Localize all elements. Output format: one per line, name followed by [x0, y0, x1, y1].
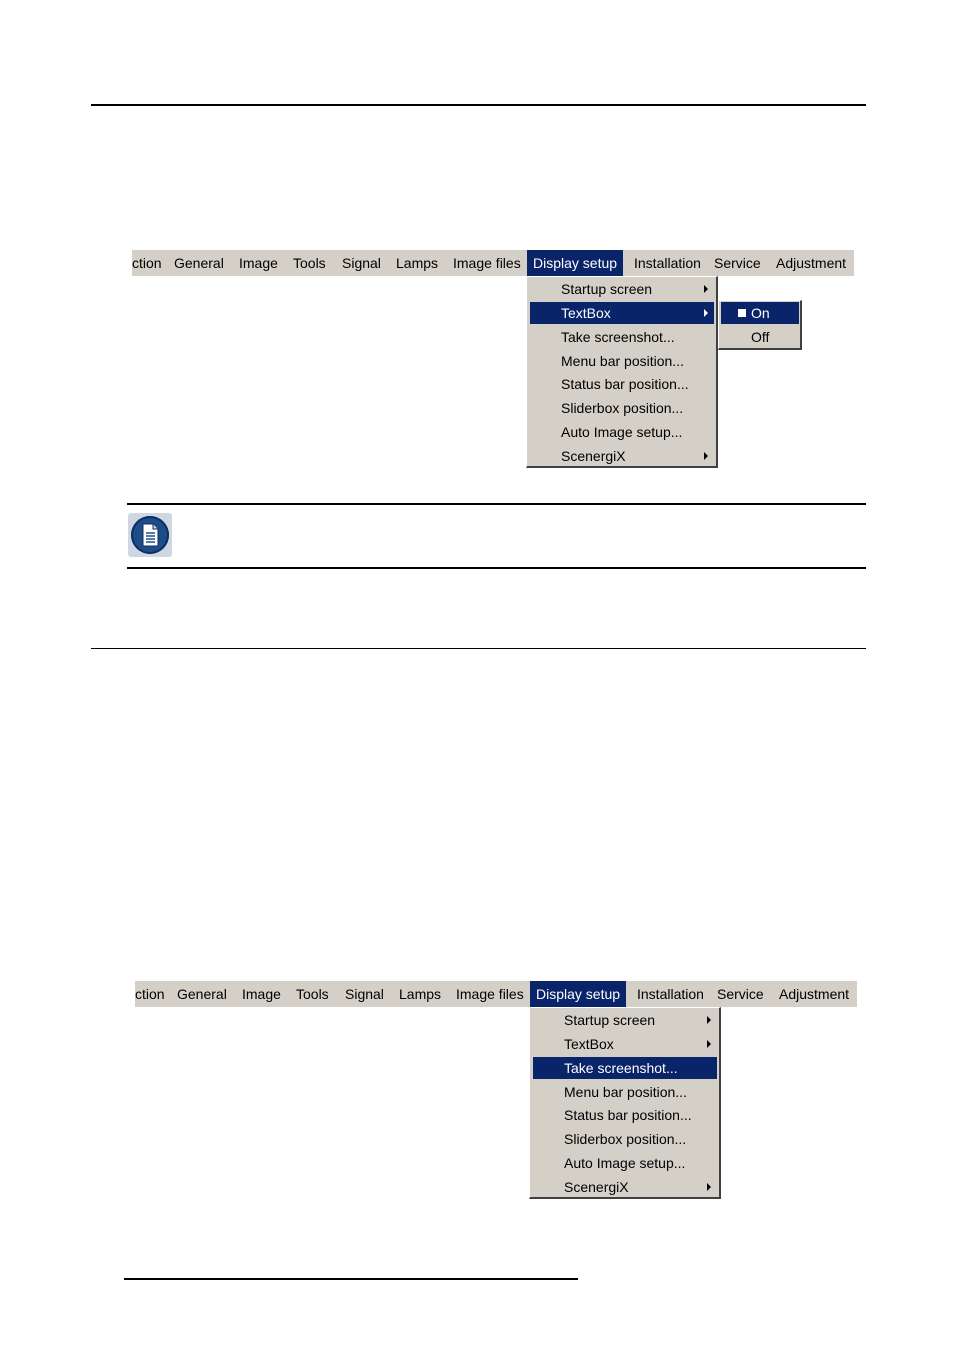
menu-item-image-files[interactable]: Image files — [453, 255, 521, 271]
menu-item-action[interactable]: ction — [132, 255, 162, 271]
chevron-right-icon — [707, 1016, 711, 1024]
chevron-right-icon — [704, 309, 708, 317]
menu-sliderbox-position[interactable]: Sliderbox position... — [561, 400, 684, 416]
note-top-rule — [127, 503, 866, 505]
menu-screenshot-take-screenshot — [135, 981, 857, 1207]
menu-auto-image-setup[interactable]: Auto Image setup... — [561, 424, 683, 440]
menu-textbox[interactable]: TextBox — [530, 302, 714, 324]
menu-item-adjustment[interactable]: Adjustment — [776, 255, 847, 271]
menu-bar — [135, 981, 857, 1007]
menu-item-service[interactable]: Service — [717, 986, 764, 1002]
menu-item-lamps[interactable]: Lamps — [399, 986, 442, 1002]
chevron-right-icon — [704, 452, 708, 460]
menu-item-service[interactable]: Service — [714, 255, 761, 271]
display-setup-dropdown — [529, 1007, 721, 1199]
textbox-submenu — [718, 300, 802, 350]
menu-screenshot-textbox — [132, 250, 854, 476]
menu-item-image[interactable]: Image — [242, 986, 281, 1002]
checked-bullet-icon — [738, 309, 746, 317]
document-icon — [138, 522, 162, 548]
menu-item-general[interactable]: General — [174, 255, 224, 271]
menu-startup-screen[interactable]: Startup screen — [533, 1009, 717, 1031]
menu-status-bar-position[interactable]: Status bar position... — [561, 376, 689, 392]
header-rule — [91, 104, 866, 106]
chevron-right-icon — [707, 1183, 711, 1191]
menu-item-display-setup[interactable]: Display setup — [530, 981, 626, 1007]
menu-item-display-setup[interactable]: Display setup — [527, 250, 623, 276]
menu-item-installation[interactable]: Installation — [637, 986, 704, 1002]
menu-item-image-files[interactable]: Image files — [456, 986, 524, 1002]
submenu-on[interactable]: On — [721, 302, 799, 324]
menu-item-adjustment[interactable]: Adjustment — [779, 986, 850, 1002]
menu-menu-bar-position[interactable]: Menu bar position... — [561, 353, 684, 369]
chevron-right-icon — [704, 285, 708, 293]
menu-item-signal[interactable]: Signal — [342, 255, 381, 271]
menu-textbox[interactable]: TextBox — [533, 1033, 717, 1055]
menu-sliderbox-position[interactable]: Sliderbox position... — [564, 1131, 687, 1147]
menu-item-action[interactable]: ction — [135, 986, 165, 1002]
menu-item-tools[interactable]: Tools — [293, 255, 326, 271]
menu-item-image[interactable]: Image — [239, 255, 278, 271]
note-bottom-rule — [127, 567, 866, 569]
submenu-off[interactable]: Off — [751, 329, 770, 345]
chevron-right-icon — [707, 1040, 711, 1048]
menu-menu-bar-position[interactable]: Menu bar position... — [564, 1084, 687, 1100]
menu-status-bar-position[interactable]: Status bar position... — [564, 1107, 692, 1123]
menu-auto-image-setup[interactable]: Auto Image setup... — [564, 1155, 686, 1171]
menu-take-screenshot[interactable]: Take screenshot... — [533, 1057, 717, 1079]
menu-item-tools[interactable]: Tools — [296, 986, 329, 1002]
section-rule — [91, 648, 866, 649]
menu-item-signal[interactable]: Signal — [345, 986, 384, 1002]
menu-item-lamps[interactable]: Lamps — [396, 255, 439, 271]
display-setup-dropdown — [526, 276, 718, 468]
menu-take-screenshot[interactable]: Take screenshot... — [561, 329, 675, 345]
menu-startup-screen[interactable]: Startup screen — [530, 278, 714, 300]
note-document-icon — [128, 513, 172, 557]
menu-item-general[interactable]: General — [177, 986, 227, 1002]
footer-rule — [124, 1278, 578, 1280]
menu-scenergix[interactable]: ScenergiX — [533, 1176, 717, 1198]
menu-scenergix[interactable]: ScenergiX — [530, 445, 714, 467]
menu-bar — [132, 250, 854, 276]
menu-item-installation[interactable]: Installation — [634, 255, 701, 271]
